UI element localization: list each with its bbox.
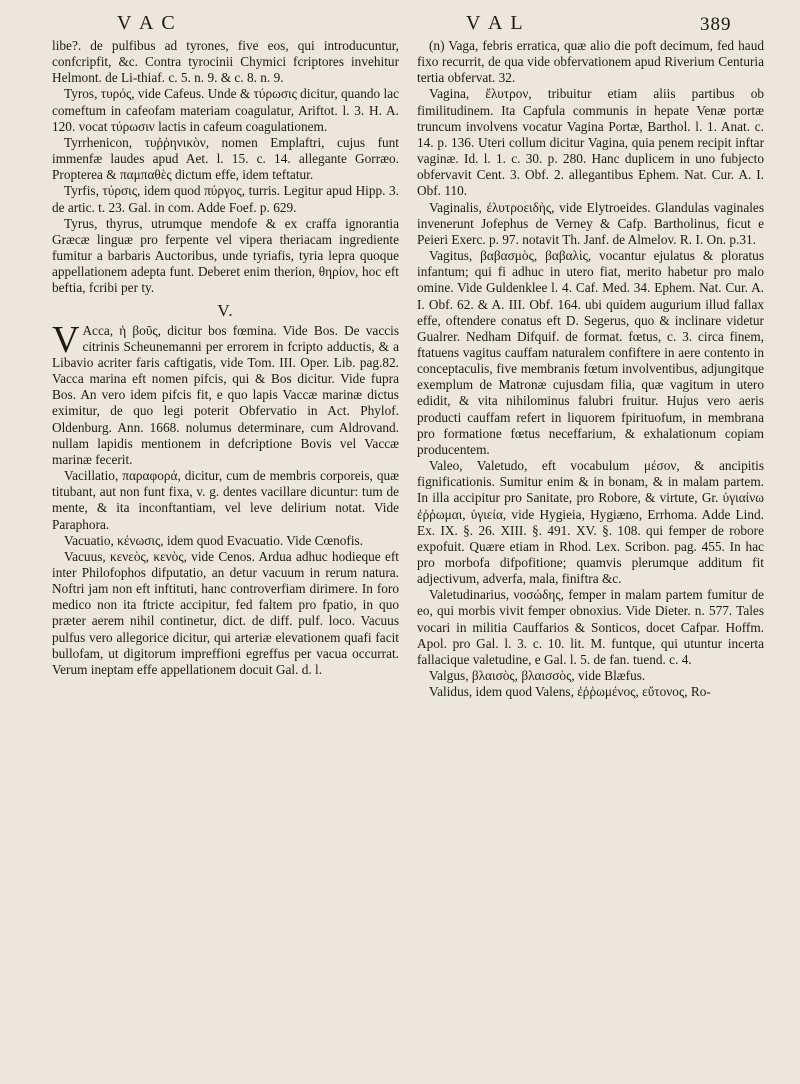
entry-paragraph <box>52 318 399 468</box>
running-header-right: V A L <box>466 12 525 34</box>
entry-paragraph: Tyrrhenicon, τυῤῥηνικὸν, nomen Emplaftri, cujus funt immenfæ laudes apud Aet. l. 15. c. 14. allegante Gorræo. Propterea & παμπαθὲς dictum effe, idem teftatur. <box>52 134 399 183</box>
entry-paragraph: Validus, idem quod Valens, ἐῤῥωμένος, εὔτονος, Ro- <box>429 684 711 700</box>
entry-paragraph: libe?. de pulfibus ad tyrones, five eos, qui introducuntur, confcripfit, &c. Contra tyrocinii Chymici fcriptores invehitur Helmont. de Li-thiaf. c. 5. n. 9. & c. 8. n. 9. <box>52 38 399 86</box>
entry-paragraph: Valgus, βλαισὸς, βλαισσὸς, vide Blæfus. <box>429 668 646 684</box>
entry-paragraph: (n) Vaga, febris erratica, quæ alio die poft decimum, fed haud fixo recurrit, de qua vide obfervationem apud Riverium Centuria tertia obfervat. 32. <box>417 38 764 86</box>
entry-paragraph: Vagitus, βαβασμὸς, βαβαλὶς, vocantur ejulatus & ploratus infantum; qui fi adhuc in utero fiat, merito habetur pro malo omine. Vide Guldenklee l. 4. Caf. Med. 34. Ephem. Nat. Cur. A. I. Obf. 62. & A. III. Obf. 164. ubi quidem augurium illud fallax effe, oftendere conatus eft D. Segerus, quo & inclinare videtur Gualrer. Nedham Difquif. de format. fœtus, c. 3. circa finem, ftatuens vagitus cauffam naturalem confiftere in aere contento in conceptaculis, five membranis fœtum involventibus, adjungitque exemplum de Matronæ cujusdam filia, quæ vagitum in utero edidit, & vita nihilominus falubri fruitur. Hujus vero aeris producti cauffam refert in liquorem fpirituofum, in membrana pro formatione fœtus neceffarium, & exhalationum copiam producentem. <box>417 248 764 457</box>
entry-paragraph: Vaginalis, ἐλυτροειδὴς, vide Elytroeides. Glandulas vaginales invenerunt Jofephus de Verney & Cafp. Bartholinus, ficut e Peieri Exerc. p. 97. notavit Th. Janf. de Almelov. R. I. On. p.31. <box>417 199 764 247</box>
section-heading: V. <box>217 300 234 320</box>
entry-paragraph: Tyrus, thyrus, utrumque mendofe & ex craffa ignorantia Græcæ linguæ pro ferpente vel vipera theriacam ingrediente fumitur a barbaris Auctoribus, unde tyriafis, tyria lepra quoque appellationem adepta funt. Deberet enim therion, θηρίον, hoc eft beftia, fcribi per ty. <box>52 215 399 296</box>
entry-paragraph: Tyrfis, τύρσις, idem quod πύργος, turris. Legitur apud Hipp. 3. de artic. t. 23. Gal. in com. Adde Foef. p. 629. <box>52 183 399 215</box>
entry-paragraph: Tyros, τυρός, vide Cafeus. Unde & τύρωσις dicitur, quando lac comeftum in cafeofam materiam coagulatur, Ariftot. l. 3. H. A. 120. vocat τύρωσιν lactis in cafeum coagulationem. <box>52 86 399 134</box>
entry-paragraph: Vagina, ἔλυτρον, tribuitur etiam aliis partibus ob fimilitudinem. Ita Capfula communis in hepate Venæ portæ truncum involvens vocatur Vagina Portæ, Barthol. l. 1. Anat. c. 14. p. 136. Uteri collum dicitur Vagina, quia penem recipit inftar vaginæ. Id. l. 1. c. 30. p. 280. Hanc duplicem in uno fubjecto obfervavit Cent. 3. Obf. 2. allegantibus Ephem. Nat. Cur. A. I. Obf. 110. <box>417 86 764 199</box>
right-column <box>417 38 764 700</box>
running-header-left: V A C <box>117 12 177 34</box>
entry-paragraph: Vacillatio, παραφορά, dicitur, cum de membris corporeis, quæ titubant, aut non funt fixa, v. g. dentes vacillare dicuntur: tum de mente, & ita inconftantiam, vel leve delirium notat. Vide Paraphora. <box>52 468 399 532</box>
entry-paragraph: Valetudinarius, νοσώδης, femper in malam partem fumitur de eo, qui morbis vivit femper obnoxius. Vide Dieter. n. 577. Tales vocari in militia Cauffarios & Sonticos, docet Cafpar. Hoffm. Apol. pro Gal. l. 3. c. 10. lit. M. funtque, qui utuntur incerta fallacique valetudine, e Gal. l. 5. de fan. tuend. c. 4. <box>417 587 764 667</box>
drop-cap: V <box>52 318 80 361</box>
entry-paragraph: Vacuus, κενεὸς, κενὸς, vide Cenos. Ardua adhuc hodieque eft inter Philofophos difputatio, an detur vacuum in rerum natura. Noftri jam non eft inftituti, hanc controverfiam dirimere. In foro medico non ita ftricte accipitur, fed faltem pro fpatio, in quo præter aerem nihil continetur, dict. de diff. pulf. loco. Vacuus pulfus vero allegorice dicitur, qui arteriæ elevationem quafi facit bullofam, ut digitorum impreffioni egreffus per vacua occurrat. Verum ineptam effe appellationem docuit Gal. d. l. <box>52 548 399 677</box>
left-column <box>52 38 399 678</box>
entry-text: Acca, ἡ βοῦς, dicitur bos fœmina. Vide Bos. De vaccis citrinis Scheunemanni per errorem in fcripto adductis, & a Libavio acriter faris caftigatis, vide Tom. III. Oper. Lib. pag.82. Vacca marina eft nomen pifcis, qui & Bos dicitur. Vide fupra Bos. An vero idem pifcis fit, e quo lapis Vaccæ marinæ dictus eximitur, de quo legi poterit Obfervatio in Act. Phylof. Oldenburg. Ann. 1668. nolumus determinare, cum Aldrovand. nullam lapidis mentionem in defcriptione Bovis vel Vaccæ marinæ fecerit. <box>52 322 399 467</box>
entry-paragraph: Valeo, Valetudo, eft vocabulum μέσον, & ancipitis fignificationis. Sumitur enim & in bonam, & in malam partem. In illa accipitur pro Sanitate, pro Robore, & virtute, Gr. ὑγιαίνω ἐῤῥωμαι, ὑγιεία, vide Hygieia, Hygiæno, Errhoma. Adde Lind. Ex. IX. §. 26. XIII. §. 491. XV. §. 108. qui femper de robore expofuit. Quære etiam in Rhod. Lex. Scribon. pag. 455. In hac pro morbofa difpofitione; quamvis plerumque additum fit adjectivum, adverfa, mala, finiftra &c. <box>417 458 764 587</box>
page-number: 389 <box>700 14 732 35</box>
entry-paragraph: Vacuatio, κένωσις, idem quod Evacuatio. Vide Cœnofis. <box>64 532 364 548</box>
